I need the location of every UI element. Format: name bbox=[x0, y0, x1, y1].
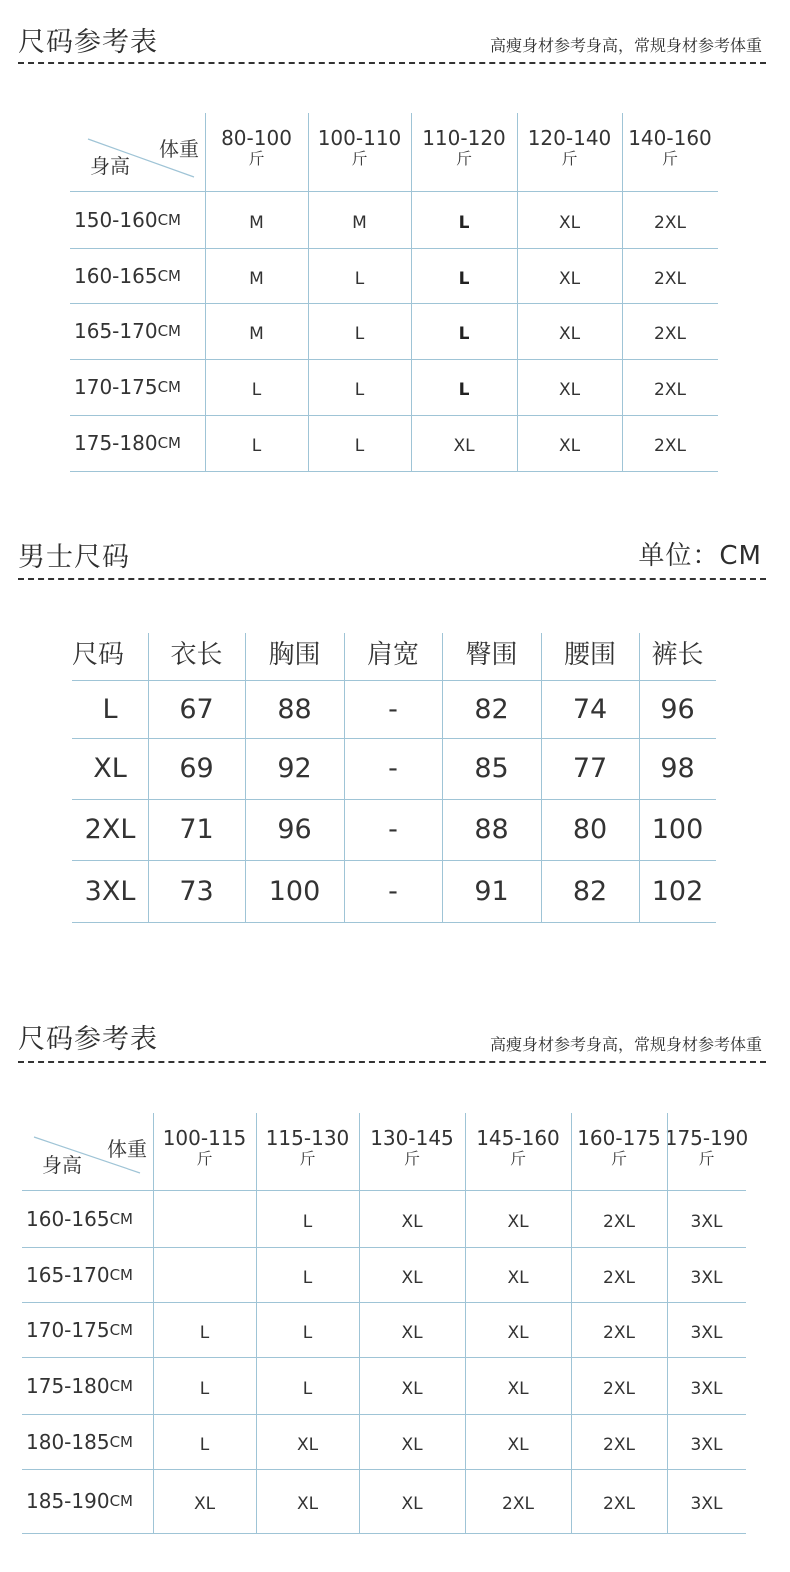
height-range: 165-170 bbox=[74, 319, 158, 343]
size-cell: 3XL bbox=[690, 1322, 723, 1343]
section-2-title: 男士尺码 bbox=[18, 542, 130, 573]
size-cell: 2XL bbox=[603, 1211, 635, 1232]
column-header: 衣长 bbox=[170, 640, 223, 670]
grid-vertical-line bbox=[245, 633, 246, 922]
height-range: 175-180 bbox=[26, 1373, 110, 1398]
measurement-cell: - bbox=[388, 693, 398, 725]
size-cell: 3XL bbox=[690, 1378, 723, 1399]
size-cell: L bbox=[458, 268, 470, 289]
grid-vertical-line bbox=[256, 1113, 257, 1533]
grid-horizontal-line bbox=[22, 1469, 746, 1470]
measurement-cell: 82 bbox=[572, 875, 608, 907]
height-unit: CM bbox=[109, 1265, 133, 1284]
size-cell: 2XL bbox=[654, 380, 686, 400]
weight-unit: 斤 bbox=[299, 1148, 316, 1168]
weight-unit: 斤 bbox=[196, 1148, 213, 1168]
weight-unit: 斤 bbox=[403, 1148, 420, 1168]
grid-vertical-line bbox=[622, 113, 623, 471]
measurement-cell: 69 bbox=[179, 753, 214, 784]
grid-vertical-line bbox=[344, 633, 345, 922]
size-cell: XL bbox=[507, 1322, 529, 1343]
measurement-cell: 82 bbox=[474, 693, 509, 725]
size-cell: M bbox=[352, 212, 367, 233]
grid-vertical-line bbox=[153, 1113, 154, 1533]
weight-unit: 斤 bbox=[455, 149, 472, 169]
weight-header-cell bbox=[411, 113, 517, 191]
size-cell: XL bbox=[507, 1267, 529, 1288]
weight-header-cell bbox=[517, 113, 622, 191]
size-cell: L bbox=[354, 268, 365, 289]
grid-horizontal-line bbox=[22, 1302, 746, 1303]
size-cell: 3XL bbox=[690, 1211, 723, 1232]
size-label: 3XL bbox=[84, 875, 136, 907]
size-cell: XL bbox=[558, 212, 581, 233]
grid-horizontal-line bbox=[70, 191, 718, 192]
grid-horizontal-line bbox=[22, 1247, 746, 1248]
size-cell: L bbox=[251, 436, 262, 456]
weight-header-cell bbox=[571, 1113, 667, 1190]
height-row-label bbox=[70, 359, 205, 415]
size-cell: 2XL bbox=[654, 324, 686, 344]
corner-height-label: 身高 bbox=[90, 154, 130, 178]
grid-vertical-line bbox=[571, 1113, 572, 1533]
size-cell: 3XL bbox=[690, 1434, 723, 1455]
height-row-label bbox=[22, 1247, 153, 1302]
size-cell: 3XL bbox=[690, 1267, 723, 1288]
measurement-cell: 85 bbox=[474, 753, 509, 784]
corner-weight-label: 体重 bbox=[159, 137, 199, 161]
size-cell: XL bbox=[507, 1211, 529, 1232]
grid-vertical-line bbox=[308, 113, 309, 471]
size-label: XL bbox=[93, 753, 127, 784]
weight-range: 160-175 bbox=[577, 1125, 661, 1150]
size-cell: XL bbox=[193, 1494, 216, 1514]
weight-unit: 斤 bbox=[610, 1148, 627, 1168]
weight-range: 145-160 bbox=[476, 1125, 560, 1150]
mens-size-table bbox=[72, 633, 716, 922]
height-row-label bbox=[22, 1357, 153, 1414]
weight-header-cell bbox=[308, 113, 411, 191]
height-range: 150-160 bbox=[74, 207, 158, 232]
weight-unit: 斤 bbox=[698, 1148, 715, 1168]
section-1-header bbox=[18, 20, 766, 70]
grid-horizontal-line bbox=[70, 303, 718, 304]
measurement-cell: 92 bbox=[277, 753, 312, 784]
grid-vertical-line bbox=[517, 113, 518, 471]
size-cell: L bbox=[458, 212, 470, 233]
weight-range: 120-140 bbox=[527, 126, 612, 151]
grid-vertical-line bbox=[148, 633, 149, 922]
corner-header-cell bbox=[22, 1113, 153, 1190]
size-cell: L bbox=[354, 324, 365, 344]
height-row-label bbox=[22, 1302, 153, 1357]
height-range: 170-175 bbox=[74, 375, 158, 399]
size-cell: XL bbox=[401, 1322, 423, 1343]
grid-vertical-line bbox=[205, 113, 206, 471]
weight-unit: 斤 bbox=[661, 149, 678, 169]
size-cell: L bbox=[302, 1378, 313, 1399]
section-1-note: 高瘦身材参考身高，常规身材参考体重 bbox=[489, 36, 762, 55]
height-range: 160-165 bbox=[74, 263, 158, 288]
size-cell: L bbox=[302, 1322, 313, 1343]
size-cell: M bbox=[249, 268, 264, 289]
size-cell: XL bbox=[401, 1494, 423, 1514]
column-header: 腰围 bbox=[563, 640, 616, 670]
grid-horizontal-line bbox=[70, 471, 718, 472]
size-cell: 2XL bbox=[603, 1378, 635, 1399]
weight-range: 115-130 bbox=[265, 1125, 350, 1150]
weight-header-cell bbox=[622, 113, 718, 191]
size-cell: 3XL bbox=[690, 1494, 723, 1514]
weight-unit: 斤 bbox=[509, 1148, 526, 1168]
grid-horizontal-line bbox=[22, 1414, 746, 1415]
size-cell: L bbox=[199, 1434, 210, 1455]
grid-vertical-line bbox=[359, 1113, 360, 1533]
size-cell: XL bbox=[296, 1494, 319, 1514]
size-cell: XL bbox=[401, 1267, 423, 1288]
section-1-title: 尺码参考表 bbox=[18, 27, 158, 58]
height-unit: CM bbox=[157, 378, 181, 396]
size-cell: 2XL bbox=[654, 212, 686, 233]
grid-horizontal-line bbox=[70, 415, 718, 416]
size-cell: L bbox=[458, 380, 470, 400]
height-unit: CM bbox=[109, 1209, 133, 1228]
size-label: 2XL bbox=[84, 814, 136, 845]
size-reference-table-2 bbox=[22, 1113, 749, 1533]
column-header: 裤长 bbox=[651, 640, 704, 670]
weight-header-cell bbox=[359, 1113, 465, 1190]
size-cell: 2XL bbox=[603, 1267, 635, 1288]
size-cell: 2XL bbox=[654, 268, 686, 289]
size-cell: M bbox=[249, 212, 264, 233]
measurement-cell: 80 bbox=[572, 814, 608, 845]
corner-weight-label: 体重 bbox=[107, 1137, 147, 1161]
height-row-label bbox=[22, 1469, 153, 1533]
measurement-cell: 98 bbox=[660, 753, 695, 784]
height-range: 165-170 bbox=[26, 1262, 110, 1287]
grid-vertical-line bbox=[411, 113, 412, 471]
size-cell: L bbox=[199, 1378, 210, 1399]
grid-horizontal-line bbox=[72, 799, 716, 800]
section-3-header bbox=[18, 1017, 766, 1067]
height-unit: CM bbox=[109, 1432, 133, 1451]
size-cell: 2XL bbox=[502, 1494, 534, 1514]
measurement-cell: 88 bbox=[277, 693, 312, 725]
height-unit: CM bbox=[157, 434, 181, 452]
measurement-cell: 100 bbox=[268, 875, 321, 907]
size-reference-table-1 bbox=[70, 113, 718, 471]
section-2-unit-note: 单位：CM bbox=[638, 541, 762, 571]
measurement-cell: 77 bbox=[572, 753, 608, 784]
section-3-title: 尺码参考表 bbox=[18, 1024, 158, 1055]
measurement-cell: - bbox=[388, 875, 398, 907]
measurement-cell: - bbox=[388, 814, 398, 845]
grid-vertical-line bbox=[465, 1113, 466, 1533]
column-header: 臀围 bbox=[465, 640, 518, 670]
grid-vertical-line bbox=[667, 1113, 668, 1533]
section-2-header bbox=[18, 535, 766, 585]
column-header: 尺码 bbox=[72, 640, 125, 670]
size-cell: XL bbox=[507, 1378, 529, 1399]
weight-header-cell bbox=[256, 1113, 359, 1190]
size-cell: L bbox=[199, 1322, 210, 1343]
size-cell: 2XL bbox=[603, 1322, 635, 1343]
grid-vertical-line bbox=[442, 633, 443, 922]
height-unit: CM bbox=[109, 1492, 133, 1510]
height-row-label bbox=[70, 303, 205, 359]
size-cell: XL bbox=[507, 1434, 529, 1455]
corner-header-cell bbox=[70, 113, 205, 191]
grid-horizontal-line bbox=[72, 860, 716, 861]
size-cell: 2XL bbox=[654, 436, 686, 456]
measurement-cell: 74 bbox=[572, 693, 608, 725]
measurement-cell: - bbox=[388, 753, 398, 784]
section-1-divider bbox=[18, 62, 766, 64]
size-label: L bbox=[102, 693, 118, 725]
height-row-label bbox=[22, 1414, 153, 1469]
grid-vertical-line bbox=[639, 633, 640, 922]
height-row-label bbox=[70, 415, 205, 471]
size-cell: XL bbox=[401, 1378, 423, 1399]
grid-horizontal-line bbox=[22, 1357, 746, 1358]
weight-range: 100-115 bbox=[162, 1125, 247, 1150]
size-cell: XL bbox=[558, 380, 581, 400]
size-cell bbox=[153, 1247, 256, 1302]
grid-horizontal-line bbox=[72, 680, 716, 681]
height-unit: CM bbox=[109, 1376, 133, 1395]
measurement-cell: 91 bbox=[474, 875, 509, 907]
size-cell: XL bbox=[401, 1211, 423, 1232]
size-cell: L bbox=[302, 1211, 313, 1232]
grid-horizontal-line bbox=[72, 922, 716, 923]
measurement-cell: 96 bbox=[277, 814, 312, 845]
height-row-label bbox=[70, 191, 205, 248]
size-cell: L bbox=[354, 436, 365, 456]
size-cell: XL bbox=[296, 1434, 319, 1455]
size-cell: L bbox=[302, 1267, 313, 1288]
weight-unit: 斤 bbox=[351, 149, 368, 169]
section-3-divider bbox=[18, 1061, 766, 1063]
measurement-cell: 88 bbox=[474, 814, 509, 845]
grid-horizontal-line bbox=[72, 738, 716, 739]
weight-unit: 斤 bbox=[561, 149, 578, 169]
size-cell bbox=[153, 1190, 256, 1247]
grid-horizontal-line bbox=[22, 1190, 746, 1191]
weight-range: 175-190 bbox=[664, 1125, 749, 1150]
measurement-cell: 102 bbox=[651, 875, 704, 907]
section-3-note: 高瘦身材参考身高，常规身材参考体重 bbox=[489, 1035, 762, 1054]
weight-range: 80-100 bbox=[221, 126, 292, 151]
weight-range: 110-120 bbox=[422, 126, 506, 151]
weight-header-cell bbox=[465, 1113, 571, 1190]
size-cell: XL bbox=[558, 268, 581, 289]
size-cell: M bbox=[249, 324, 264, 344]
height-range: 170-175 bbox=[26, 1317, 110, 1342]
measurement-cell: 71 bbox=[179, 814, 214, 845]
column-header: 胸围 bbox=[268, 640, 321, 670]
corner-height-label: 身高 bbox=[42, 1153, 82, 1177]
height-row-label bbox=[22, 1190, 153, 1247]
height-row-label bbox=[70, 248, 205, 303]
size-cell: XL bbox=[558, 324, 581, 344]
weight-header-cell bbox=[205, 113, 308, 191]
grid-vertical-line bbox=[541, 633, 542, 922]
size-cell: 2XL bbox=[603, 1434, 635, 1455]
grid-horizontal-line bbox=[70, 359, 718, 360]
measurement-cell: 73 bbox=[179, 875, 214, 907]
height-unit: CM bbox=[157, 210, 181, 229]
column-header: 肩宽 bbox=[366, 640, 419, 670]
weight-header-cell bbox=[153, 1113, 256, 1190]
size-cell: XL bbox=[401, 1434, 423, 1455]
measurement-cell: 67 bbox=[179, 693, 214, 725]
weight-range: 130-145 bbox=[370, 1125, 454, 1150]
weight-header-cell bbox=[664, 1113, 749, 1190]
size-cell: XL bbox=[558, 436, 581, 456]
height-range: 185-190 bbox=[26, 1489, 110, 1513]
height-range: 175-180 bbox=[74, 431, 158, 455]
height-range: 180-185 bbox=[26, 1429, 110, 1454]
grid-horizontal-line bbox=[70, 248, 718, 249]
section-2-divider bbox=[18, 578, 766, 580]
size-cell: L bbox=[354, 380, 365, 400]
height-unit: CM bbox=[109, 1320, 133, 1339]
size-cell: L bbox=[458, 324, 470, 344]
height-unit: CM bbox=[157, 266, 181, 285]
weight-range: 100-110 bbox=[317, 126, 402, 151]
size-cell: L bbox=[251, 380, 262, 400]
measurement-cell: 96 bbox=[660, 693, 695, 725]
size-cell: 2XL bbox=[603, 1494, 635, 1514]
weight-range: 140-160 bbox=[628, 126, 712, 151]
height-unit: CM bbox=[157, 322, 181, 340]
weight-unit: 斤 bbox=[248, 149, 265, 169]
size-cell: XL bbox=[453, 436, 475, 456]
measurement-cell: 100 bbox=[651, 814, 704, 845]
height-range: 160-165 bbox=[26, 1206, 110, 1231]
grid-horizontal-line bbox=[22, 1533, 746, 1534]
